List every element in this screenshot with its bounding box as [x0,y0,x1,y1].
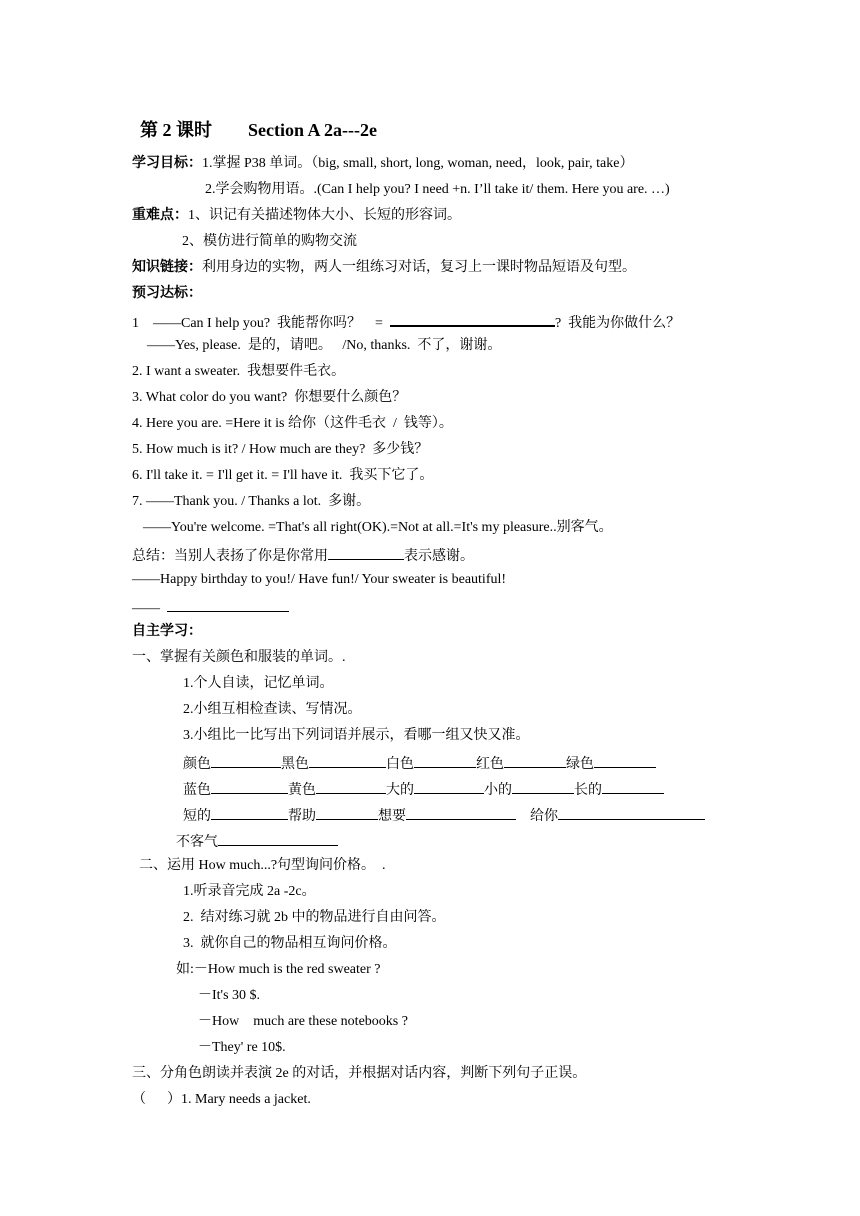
true-false-question-1: （ ）1. Mary needs a jacket. [132,1092,311,1107]
vocab-blank[interactable] [558,805,705,820]
vocab-row-1: 颜色 黑色 白色 红色 绿色 [183,753,656,774]
preview-item-5: 5. How much is it? / How much are they? 多少钱？ [132,442,429,457]
vocab-row-4: 不客气 [176,831,338,852]
example-line-1: 如:－How much is the red sweater ? [176,962,381,977]
vocab-blank[interactable] [594,753,656,768]
goals-label: 学习目标： [132,156,202,171]
vocab-blank[interactable] [316,779,386,794]
vocab-blank[interactable] [218,831,338,846]
difficulty-label: 重难点： [132,208,188,223]
section-two-heading: 二、运用 How much...?句型询问价格。 . [139,858,386,873]
vocab-blank[interactable] [309,753,386,768]
section-two-step-2: 2. 结对练习就 2b 中的物品进行自由问答。 [183,910,446,925]
lesson-title [140,116,377,142]
section-name: Section A 2a---2e [248,120,377,140]
preview-item-7: 7. ——Thank you. / Thanks a lot. 多谢。 [132,494,371,509]
vocab-blank[interactable] [504,753,566,768]
vocab-blank[interactable] [211,779,288,794]
vocab-blank[interactable] [406,805,516,820]
reply-blank-line: —— [132,597,289,618]
self-study-heading: 自主学习： [132,624,202,639]
preview-item-1-reply: ——Yes, please. 是的，请吧。 /No, thanks. 不了，谢谢。 [147,338,502,353]
section-one-step-2: 2.小组互相检查读、写情况。 [183,702,362,717]
preview-heading: 预习达标： [132,286,202,301]
preview-item-6: 6. I'll take it. = I'll get it. = I'll have it. 我买下它了。 [132,468,434,483]
preview-item-2: 2. I want a sweater. 我想要件毛衣。 [132,364,346,379]
example-line-3: －How much are these notebooks ? [198,1014,408,1029]
link-label: 知识链接： [132,260,202,275]
section-two-step-1: 1.听录音完成 2a -2c。 [183,884,316,899]
vocab-blank[interactable] [211,753,281,768]
happy-line: ——Happy birthday to you!/ Have fun!/ Your sweater is beautiful! [132,572,507,587]
section-three-heading: 三、分角色朗读并表演 2e 的对话，并根据对话内容，判断下列句子正误。 [132,1066,587,1081]
preview-item-4: 4. Here you are. =Here it is 给你（这件毛衣 / 钱等）。 [132,416,453,431]
example-line-4: －They' re 10$. [198,1040,286,1055]
section-one-step-3: 3.小组比一比写出下列词语并展示，看哪一组又快又准。 [183,728,530,743]
goals-line-1: 学习目标：1.掌握 P38 单词。（big, small, short, long, woman, need，look, pair, take） [132,156,634,171]
example-line-2: －It's 30 $. [198,988,261,1003]
preview-item-7-reply: ——You're welcome. =That's all right(OK).=Not at all.=It's my pleasure..别客气。 [143,520,613,535]
vocab-blank[interactable] [316,805,378,820]
vocab-blank[interactable] [512,779,574,794]
knowledge-link: 知识链接：利用身边的实物，两人一组练习对话，复习上一课时物品短语及句型。 [132,260,636,275]
difficulty-line-2: 2、模仿进行简单的购物交流 [182,234,357,249]
vocab-row-3: 短的 帮助 想要 给你 [183,805,705,826]
vocab-row-2: 蓝色 黄色 大的 小的 长的 [183,779,664,800]
preview-item-3: 3. What color do you want? 你想要什么颜色？ [132,390,407,405]
goals-line-2: 2.学会购物用语。.(Can I help you? I need +n. I’ll take it/ them. Here you are. …) [205,182,670,197]
section-one-step-1: 1.个人自读，记忆单词。 [183,676,334,691]
reply-blank[interactable] [167,597,289,612]
summary-blank[interactable] [328,545,404,560]
vocab-blank[interactable] [602,779,664,794]
vocab-blank[interactable] [414,779,484,794]
vocab-blank[interactable] [211,805,288,820]
answer-blank[interactable] [390,311,555,327]
vocab-blank[interactable] [414,753,476,768]
section-one-heading: 一、掌握有关颜色和服装的单词。. [132,650,346,665]
summary-line: 总结：当别人表扬了你是你常用 表示感谢。 [132,545,474,566]
difficulty-line-1: 重难点：1、识记有关描述物体大小、长短的形容词。 [132,208,461,223]
lesson-number: 第 2 课时 [140,120,212,140]
preview-item-1: 1 ——Can I help you? 我能帮你吗？ = ? 我能为你做什么？ [132,311,680,333]
section-two-step-3: 3. 就你自己的物品相互询问价格。 [183,936,397,951]
